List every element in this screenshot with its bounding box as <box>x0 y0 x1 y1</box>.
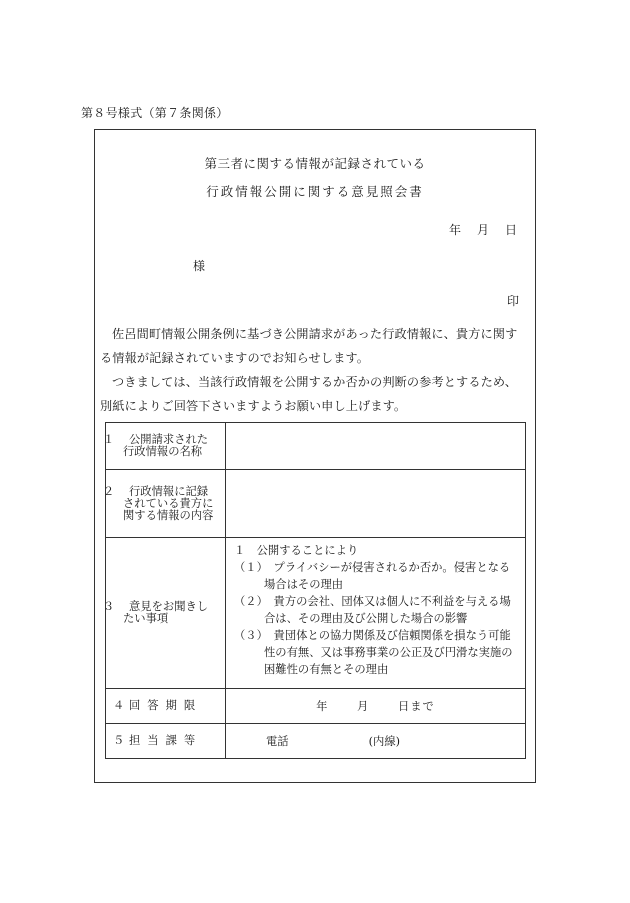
table-row <box>106 724 526 759</box>
date-year: 年 <box>448 223 461 237</box>
date-month: 月 <box>476 223 489 237</box>
deadline-month: 月 <box>357 700 370 713</box>
row2-number: ２ <box>103 484 115 498</box>
table-row <box>106 689 526 724</box>
inquiry-table <box>105 422 526 759</box>
document-title-line2: 行政情報公開に関する意見照会書 <box>206 184 424 199</box>
row3-item-1: （１） プライバシーが侵害されるか否か。侵害となる場合はその理由 <box>234 561 511 591</box>
row5-number: ５ <box>113 734 125 747</box>
seal-mark: 印 <box>506 294 519 308</box>
deadline-until: 日まで <box>397 700 435 713</box>
row1-label-cell <box>103 423 226 470</box>
response-deadline-cell <box>226 689 526 724</box>
row1-number: １ <box>103 433 115 446</box>
table-row <box>106 423 526 470</box>
row4-number: ４ <box>113 699 125 712</box>
addressee-suffix: 様 <box>193 259 206 273</box>
row3-number: ３ <box>103 600 115 613</box>
date-day: 日 <box>504 223 517 237</box>
row5-label-cell <box>106 724 226 759</box>
row2-value-cell <box>226 470 526 538</box>
table-row <box>106 470 526 538</box>
row3-items-cell <box>226 538 526 689</box>
form-number-label: 第８号様式（第７条関係） <box>81 106 229 120</box>
document-title-line1: 第三者に関する情報が記録されている <box>204 156 426 171</box>
row4-label: 回答期限 <box>129 699 203 712</box>
extension-label: (内線) <box>368 735 401 748</box>
contact-cell <box>226 724 526 759</box>
row4-label-cell <box>106 689 226 724</box>
row3-item-2: （２） 貴方の会社、団体又は個人に不利益を与える場合は、その理由及び公開した場合の影響 <box>234 595 511 625</box>
table-row <box>106 538 526 689</box>
row1-label: 公開請求された行政情報の名称 <box>123 433 209 458</box>
date-line <box>449 221 517 238</box>
row5-label: 担当課等 <box>129 734 203 747</box>
row2-label-cell <box>103 470 226 538</box>
row1-value-cell <box>226 423 526 470</box>
document-frame <box>94 129 536 783</box>
phone-label: 電話 <box>266 735 289 748</box>
row3-item-3: （３） 貴団体との協力関係及び信頼関係を損なう可能性の有無、又は事務事業の公正及び円滑な実施の困難性の有無とその理由 <box>234 629 513 676</box>
row3-label: 意見をお聞きしたい事項 <box>123 600 209 625</box>
body-paragraph-1: 佐呂間町情報公開条例に基づき公開請求があった行政情報に、貴方に関する情報が記録されていますのでお知らせします。 <box>100 327 518 365</box>
row3-label-cell <box>103 538 226 689</box>
deadline-year: 年 <box>316 700 329 713</box>
row2-label: 行政情報に記録されている貴方に関する情報の内容 <box>123 484 214 522</box>
body-paragraph-2: つきましては、当該行政情報を公開するか否かの判断の参考とするため、別紙によりご回答下さいますようお願い申し上げます。 <box>100 375 517 413</box>
row3-heading: １ 公開することにより <box>234 544 359 557</box>
